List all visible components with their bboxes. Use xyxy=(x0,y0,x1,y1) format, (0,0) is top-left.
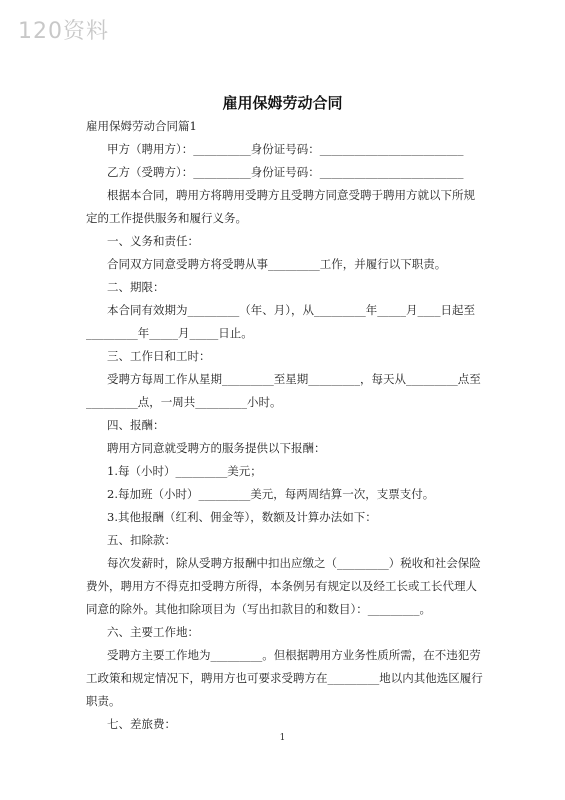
list-item: 1.每（小时）_________美元； xyxy=(107,464,262,478)
paragraph-line: 本合同有效期为_________（年、月），从_________年_____月____日起至 xyxy=(107,303,475,317)
section-heading: 三、工作日和工时： xyxy=(107,349,211,363)
paragraph-line: _________点，一周共_________小时。 xyxy=(86,395,282,409)
paragraph-line: 定的工作提供服务和履行义务。 xyxy=(86,211,247,225)
paragraph-line: 同意的除外。其他扣除项目为（写出扣款目的和数目）：_________。 xyxy=(86,602,431,616)
section-heading: 五、扣除款： xyxy=(107,533,176,547)
section-heading: 七、差旅费： xyxy=(107,717,176,731)
paragraph-line: _________年_____月_____日止。 xyxy=(86,326,253,340)
page-number: 1 xyxy=(279,733,286,743)
section-heading: 六、主要工作地： xyxy=(107,625,199,639)
section-heading: 四、报酬： xyxy=(107,418,165,432)
paragraph-line: 每次发薪时，除从受聘方报酬中扣出应缴之（_________）税收和社会保险 xyxy=(107,556,481,570)
paragraph-line: 受聘方主要工作地为_________。但根据聘用方业务性质所需，在不违犯劳 xyxy=(107,648,481,662)
party-b-line: 乙方（受聘方）：__________身份证号码：_________________________ xyxy=(107,165,464,179)
party-a-line: 甲方（聘用方）：__________身份证号码：_________________________ xyxy=(107,142,464,156)
paragraph-line: 职责。 xyxy=(86,694,121,708)
section-heading: 二、期限： xyxy=(107,280,165,294)
page-title: 雇用保姆劳动合同 xyxy=(222,94,343,112)
subtitle: 雇用保姆劳动合同篇1 xyxy=(86,119,197,133)
paragraph-line: 工政策和规定情况下，聘用方也可要求受聘方在_________地以内其他选区履行 xyxy=(86,671,483,685)
list-item: 3.其他报酬（红利、佣金等），数额及计算办法如下： xyxy=(107,510,377,524)
paragraph-line: 根据本合同，聘用方将聘用受聘方且受聘方同意受聘于聘用方就以下所规 xyxy=(107,188,475,202)
paragraph-line: 合同双方同意受聘方将受聘从事_________工作，并履行以下职责。 xyxy=(107,257,447,271)
watermark-logo: 120资料 xyxy=(18,19,109,44)
paragraph-line: 受聘方每周工作从星期_________至星期_________，每天从_________点至 xyxy=(107,372,481,386)
section-heading: 一、义务和责任： xyxy=(107,234,199,248)
paragraph-line: 聘用方同意就受聘方的服务提供以下报酬： xyxy=(107,441,326,455)
list-item: 2.每加班（小时）_________美元，每两周结算一次，支票支付。 xyxy=(107,487,435,501)
paragraph-line: 费外，聘用方不得克扣受聘方所得，本条例另有规定以及经工长或工长代理人 xyxy=(86,579,477,593)
